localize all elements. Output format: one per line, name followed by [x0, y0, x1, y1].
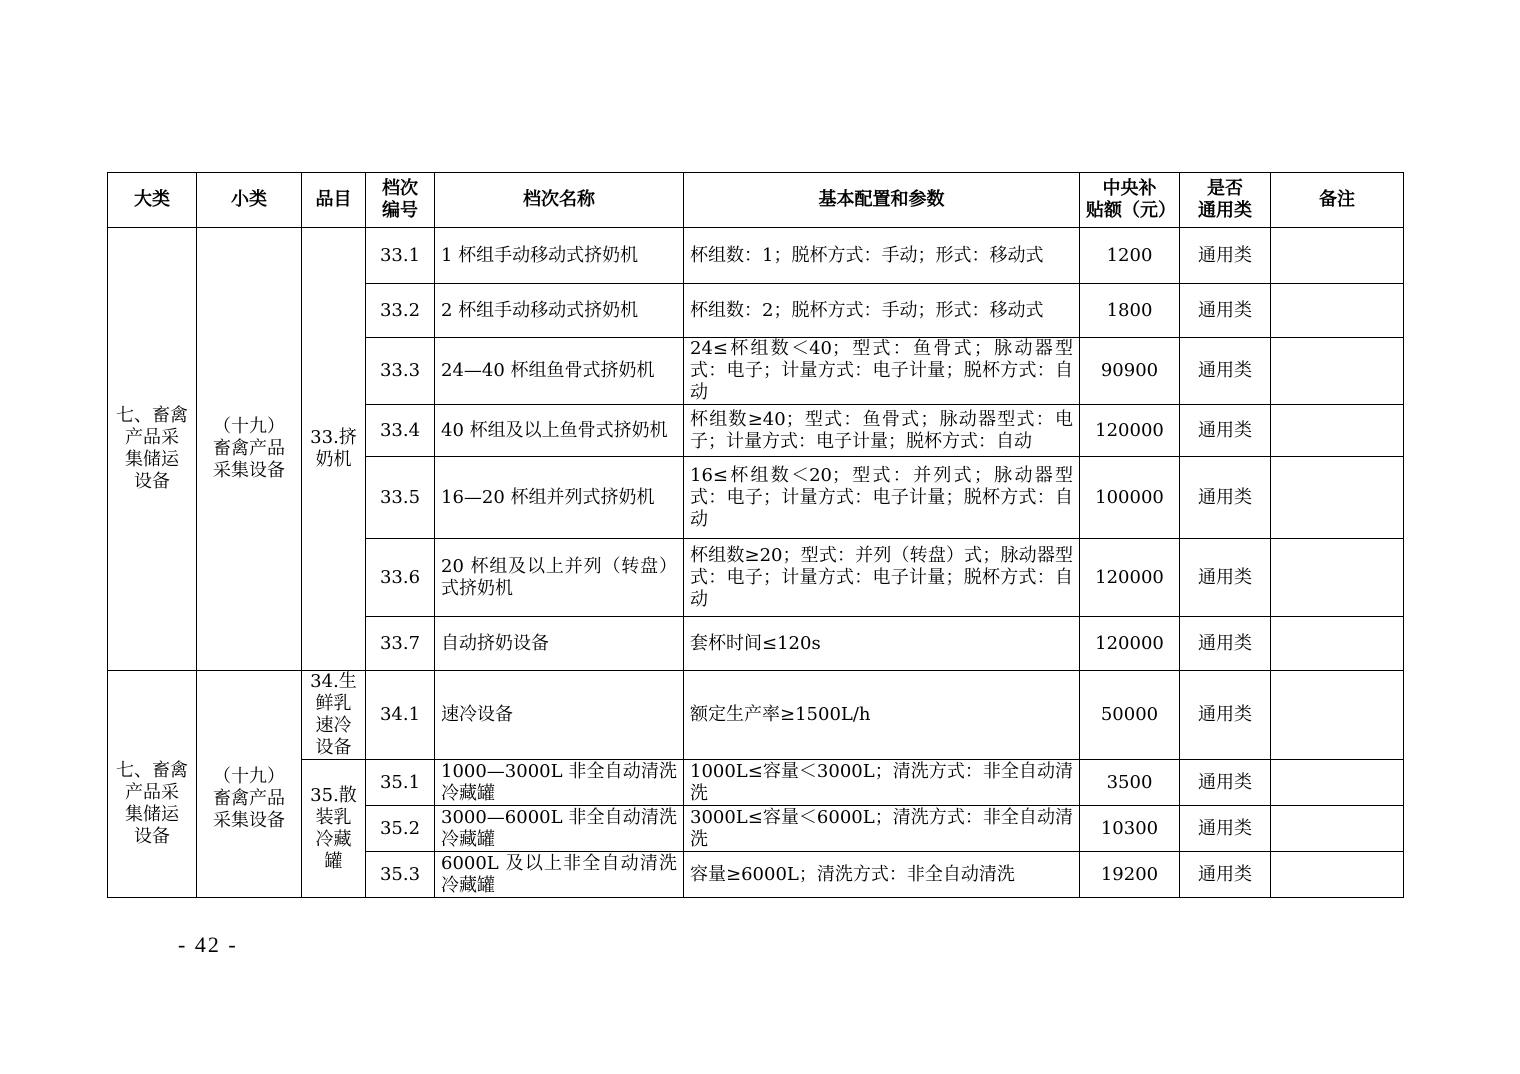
- config-cell: 16≤杯组数＜20；型式：并列式；脉动器型式：电子；计量方式：电子计量；脱杯方式：自动: [684, 457, 1080, 539]
- note-cell: [1271, 405, 1404, 457]
- header-subcategory: 小类: [197, 173, 302, 228]
- tier-name-cell: 3000—6000L 非全自动清洗冷藏罐: [435, 806, 684, 852]
- tier-name-cell: 1000—3000L 非全自动清洗冷藏罐: [435, 760, 684, 806]
- note-cell: [1271, 760, 1404, 806]
- note-cell: [1271, 284, 1404, 338]
- subsidy-cell: 10300: [1080, 806, 1180, 852]
- general-cell: 通用类: [1180, 539, 1271, 617]
- config-cell: 容量≥6000L；清洗方式：非全自动清洗: [684, 852, 1080, 898]
- config-cell: 额定生产率≥1500L/h: [684, 671, 1080, 760]
- tier-code-cell: 35.1: [366, 760, 435, 806]
- tier-code-cell: 33.3: [366, 338, 435, 405]
- general-cell: 通用类: [1180, 228, 1271, 284]
- tier-name-cell: 6000L 及以上非全自动清洗冷藏罐: [435, 852, 684, 898]
- header-category: 大类: [108, 173, 197, 228]
- tier-name-cell: 速冷设备: [435, 671, 684, 760]
- item-cell: 35.散 装乳 冷藏 罐: [302, 760, 366, 898]
- category-cell: 七、畜禽 产品采 集储运 设备: [108, 228, 197, 671]
- subsidy-cell: 100000: [1080, 457, 1180, 539]
- note-cell: [1271, 539, 1404, 617]
- header-item: 品目: [302, 173, 366, 228]
- general-cell: 通用类: [1180, 806, 1271, 852]
- tier-name-cell: 40 杯组及以上鱼骨式挤奶机: [435, 405, 684, 457]
- config-cell: 24≤杯组数＜40；型式：鱼骨式；脉动器型式：电子；计量方式：电子计量；脱杯方式：自动: [684, 338, 1080, 405]
- note-cell: [1271, 852, 1404, 898]
- general-cell: 通用类: [1180, 284, 1271, 338]
- general-cell: 通用类: [1180, 671, 1271, 760]
- header-subsidy: 中央补 贴额（元）: [1080, 173, 1180, 228]
- config-cell: 杯组数：1；脱杯方式：手动；形式：移动式: [684, 228, 1080, 284]
- config-cell: 3000L≤容量＜6000L；清洗方式：非全自动清洗: [684, 806, 1080, 852]
- tier-code-cell: 33.1: [366, 228, 435, 284]
- subsidy-cell: 120000: [1080, 539, 1180, 617]
- subsidy-cell: 1200: [1080, 228, 1180, 284]
- config-cell: 1000L≤容量＜3000L；清洗方式：非全自动清洗: [684, 760, 1080, 806]
- tier-code-cell: 33.4: [366, 405, 435, 457]
- note-cell: [1271, 806, 1404, 852]
- general-cell: 通用类: [1180, 405, 1271, 457]
- general-cell: 通用类: [1180, 617, 1271, 671]
- note-cell: [1271, 228, 1404, 284]
- subsidy-cell: 90900: [1080, 338, 1180, 405]
- subcategory-cell: （十九） 畜禽产品 采集设备: [197, 671, 302, 898]
- header-note: 备注: [1271, 173, 1404, 228]
- general-cell: 通用类: [1180, 760, 1271, 806]
- note-cell: [1271, 338, 1404, 405]
- note-cell: [1271, 671, 1404, 760]
- general-cell: 通用类: [1180, 457, 1271, 539]
- category-cell: 七、畜禽 产品采 集储运 设备: [108, 671, 197, 898]
- tier-code-cell: 33.5: [366, 457, 435, 539]
- subsidy-cell: 3500: [1080, 760, 1180, 806]
- header-row: [108, 173, 1404, 228]
- tier-name-cell: 2 杯组手动移动式挤奶机: [435, 284, 684, 338]
- tier-name-cell: 24—40 杯组鱼骨式挤奶机: [435, 338, 684, 405]
- subcategory-cell: （十九） 畜禽产品 采集设备: [197, 228, 302, 671]
- config-cell: 杯组数≥40；型式：鱼骨式；脉动器型式：电子；计量方式：电子计量；脱杯方式：自动: [684, 405, 1080, 457]
- table-row: [108, 671, 1404, 760]
- tier-name-cell: 1 杯组手动移动式挤奶机: [435, 228, 684, 284]
- subsidy-cell: 1800: [1080, 284, 1180, 338]
- note-cell: [1271, 457, 1404, 539]
- header-general: 是否 通用类: [1180, 173, 1271, 228]
- tier-name-cell: 自动挤奶设备: [435, 617, 684, 671]
- page-number: - 42 -: [178, 932, 238, 957]
- tier-code-cell: 34.1: [366, 671, 435, 760]
- subsidy-table: [107, 172, 1404, 898]
- item-cell: 33.挤 奶机: [302, 228, 366, 671]
- header-config: 基本配置和参数: [684, 173, 1080, 228]
- tier-code-cell: 35.2: [366, 806, 435, 852]
- tier-name-cell: 20 杯组及以上并列（转盘）式挤奶机: [435, 539, 684, 617]
- table-row: [108, 760, 1404, 806]
- subsidy-cell: 19200: [1080, 852, 1180, 898]
- subsidy-cell: 120000: [1080, 405, 1180, 457]
- tier-code-cell: 33.2: [366, 284, 435, 338]
- subsidy-cell: 120000: [1080, 617, 1180, 671]
- tier-code-cell: 33.6: [366, 539, 435, 617]
- tier-code-cell: 33.7: [366, 617, 435, 671]
- config-cell: 杯组数≥20；型式：并列（转盘）式；脉动器型式：电子；计量方式：电子计量；脱杯方式：自动: [684, 539, 1080, 617]
- config-cell: 杯组数：2；脱杯方式：手动；形式：移动式: [684, 284, 1080, 338]
- header-tier-name: 档次名称: [435, 173, 684, 228]
- tier-code-cell: 35.3: [366, 852, 435, 898]
- general-cell: 通用类: [1180, 852, 1271, 898]
- general-cell: 通用类: [1180, 338, 1271, 405]
- tier-name-cell: 16—20 杯组并列式挤奶机: [435, 457, 684, 539]
- config-cell: 套杯时间≤120s: [684, 617, 1080, 671]
- note-cell: [1271, 617, 1404, 671]
- item-cell: 34.生 鲜乳 速冷 设备: [302, 671, 366, 760]
- table-row: [108, 228, 1404, 284]
- header-tier-code: 档次 编号: [366, 173, 435, 228]
- subsidy-cell: 50000: [1080, 671, 1180, 760]
